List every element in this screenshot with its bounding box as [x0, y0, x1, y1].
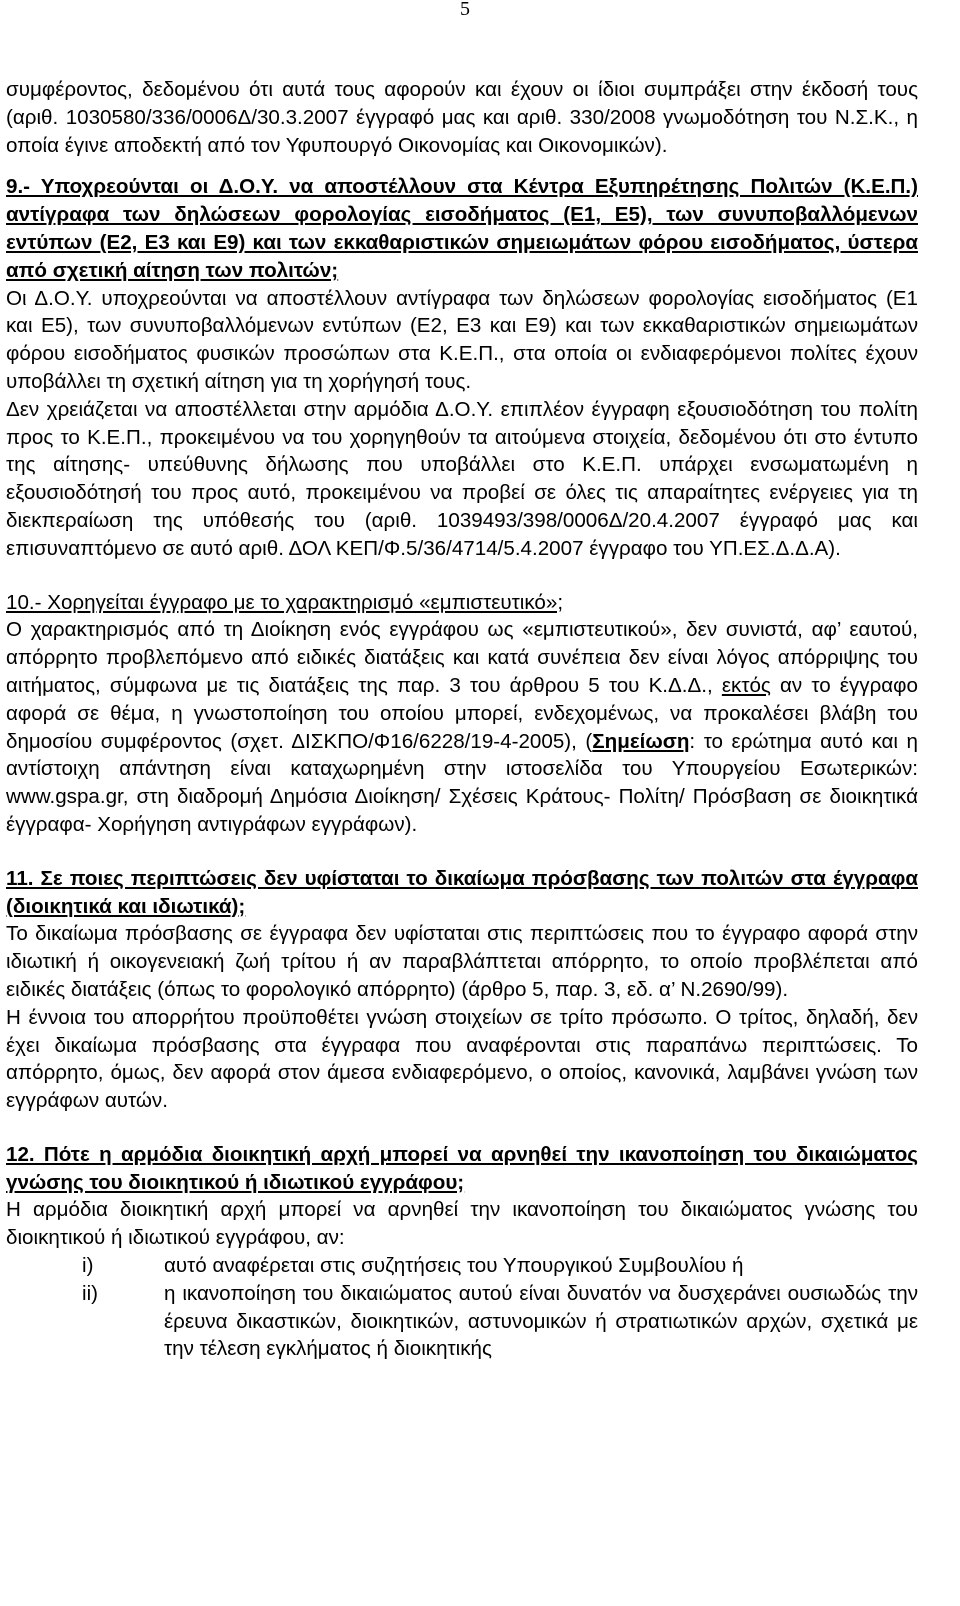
list-item-text: η ικανοποίηση του δικαιώματος αυτού είναι δυνατόν να δυσχεράνει ουσιωδώς την έρευνα δικαστικών, διοικητικών, αστυνομικών ή στρατιωτικών αρχών, σχετικά με την τέλεση εγκλήματος ή διοικητικής	[164, 1281, 918, 1361]
list-item	[6, 1252, 918, 1280]
section-11-paragraph-1: Το δικαίωμα πρόσβασης σε έγγραφα δεν υφίσταται στις περιπτώσεις που το έγγραφο αφορά στην ιδιωτική ή οικογενειακή ζωή τρίτου ή αν παραβλάπτεται απόρρητο, το οποίο προβλέπεται από ειδικές διατάξεις (όπως το φορολογικό απόρρητο) (άρθρο 5, παρ. 3, εδ. α’ Ν.2690/99).	[6, 922, 918, 1001]
section-10-paragraph	[6, 616, 918, 838]
page-number: 5	[460, 0, 470, 20]
list-item	[6, 1280, 918, 1363]
section-12-heading: 12. Πότε η αρμόδια διοικητική αρχή μπορεί να αρνηθεί την ικανοποίηση του δικαιώματος γνώσης του διοικητικού ή ιδιωτικού εγγράφου;	[6, 1142, 918, 1194]
section-10-text-2: αν το έγγραφο αφορά σε θέμα, η γνωστοποίηση του οποίου μπορεί, ενδεχομένως, να προκαλέσει βλάβη του δημοσίου συμφέροντος (σχετ. ΔΙΣΚΠΟ/Φ16/6228/19-4-2005), (	[6, 673, 918, 753]
section-11-heading: 11. Σε ποιες περιπτώσεις δεν υφίσταται το δικαίωμα πρόσβασης των πολιτών στα έγγραφα (διοικητικά και ιδιωτικά);	[6, 866, 918, 918]
section-9-paragraph-1: Οι Δ.Ο.Υ. υποχρεούνται να αποστέλλουν αντίγραφα των δηλώσεων φορολογίας εισοδήματος (Ε1 και Ε5), των συνυποβαλλόμενων εντύπων (Ε2, Ε3 και Ε9) και των εκκαθαριστικών σημειωμάτων φόρου εισοδήματος φυσικών προσώπων στα Κ.Ε.Π., στα οποία οι ενδιαφερόμενοι πολίτες έχουν υποβάλλει τη σχετική αίτηση για τη χορήγησή τους.	[6, 286, 918, 393]
section-9-paragraph-2: Δεν χρειάζεται να αποστέλλεται στην αρμόδια Δ.Ο.Υ. επιπλέον έγγραφη εξουσιοδότηση του πολίτη προς το Κ.Ε.Π., προκειμένου να του χορηγηθούν τα αιτούμενα στοιχεία, δεδομένου ότι στο έντυπο της αίτησης- υπεύθυνης δήλωσης που υποβάλλει στο Κ.Ε.Π. υπάρχει ενσωματωμένη η εξουσιοδότησή του προς αυτό, προκειμένου να προβεί σε όλες τις απαραίτητες ενέργειες για τη διεκπεραίωση της υπόθεσής του (αριθ. 1039493/398/0006Δ/20.4.2007 έγγραφό μας και επισυναπτόμενο σε αυτό αριθ. ΔΟΛ ΚΕΠ/Φ.5/36/4714/5.4.2007 έγγραφο του ΥΠ.ΕΣ.Δ.Δ.Α).	[6, 397, 918, 560]
continuation-paragraph: συμφέροντος, δεδομένου ότι αυτά τους αφορούν και έχουν οι ίδιοι συμπράξει στην έκδοσή τους (αριθ. 1030580/336/0006Δ/30.3.2007 έγγραφό μας και αριθ. 330/2008 γνωμοδότηση του Ν.Σ.Κ., η οποία έγινε αποδεκτή από τον Υφυπουργό Οικονομίας και Οικονομικών).	[6, 78, 918, 157]
section-10-text-1: Ο χαρακτηρισμός από τη Διοίκηση ενός εγγράφου ως «εμπιστευτικού», δεν συνιστά, αφ’ εαυτού, απόρρητο προβλεπόμενο από ειδικές διατάξεις και κατά συνέπεια δεν είναι λόγος απόρριψης του αιτήματος, σύμφωνα με τις διατάξεις της παρ. 3 του άρθρου 5 του Κ.Δ.Δ.,	[6, 618, 918, 697]
list-marker: ii)	[82, 1281, 99, 1305]
section-9-heading: 9.- Υποχρεούνται οι Δ.Ο.Υ. να αποστέλλουν στα Κέντρα Εξυπηρέτησης Πολιτών (Κ.Ε.Π.) αντίγραφα των δηλώσεων φορολογίας εισοδήματος (Ε1, Ε5), των συνυποβαλλόμενων εντύπων (Ε2, Ε3 και Ε9) και των εκκαθαριστικών σημειωμάτων φόρου εισοδήματος, ύστερα από σχετική αίτηση των πολιτών;	[6, 175, 918, 282]
document-body	[6, 76, 918, 1363]
list-item-text: αυτό αναφέρεται στις συζητήσεις του Υπουργικού Συμβουλίου ή	[164, 1254, 744, 1278]
section-11-paragraph-2: Η έννοια του απορρήτου προϋποθέτει γνώση στοιχείων σε τρίτο πρόσωπο. Ο τρίτος, δηλαδή, δεν έχει δικαίωμα πρόσβασης στα έγγραφα που αναφέρονται στις παραπάνω περιπτώσεις. Το απόρρητο, όμως, δεν αφορά στον άμεσα ενδιαφερόμενο, ο οποίος, κανονικά, λαμβάνει γνώση των εγγράφων αυτών.	[6, 1005, 918, 1113]
section-10-text-3: : το ερώτημα αυτό και η αντίστοιχη απάντηση είναι καταχωρημένη στην ιστοσελίδα του Υπουργείου Εσωτερικών: www.gspa.gr, στη διαδρομή Δημόσια Διοίκηση/ Σχέσεις Κράτους- Πολίτη/ Πρόσβαση σε διοικητικά έγγραφα- Χορήγηση αντιγράφων εγγράφων).	[6, 729, 919, 836]
section-12-intro: Η αρμόδια διοικητική αρχή μπορεί να αρνηθεί την ικανοποίηση του δικαιώματος γνώσης του διοικητικού ή ιδιωτικού εγγράφου, αν:	[6, 1198, 918, 1250]
section-10-heading: 10.- Χορηγείται έγγραφο με το χαρακτηρισμό «εμπιστευτικό»;	[6, 590, 564, 614]
section-10-emphasis: εκτός	[721, 673, 771, 697]
list-marker: i)	[82, 1254, 94, 1278]
note-label: Σημείωση	[592, 729, 690, 753]
